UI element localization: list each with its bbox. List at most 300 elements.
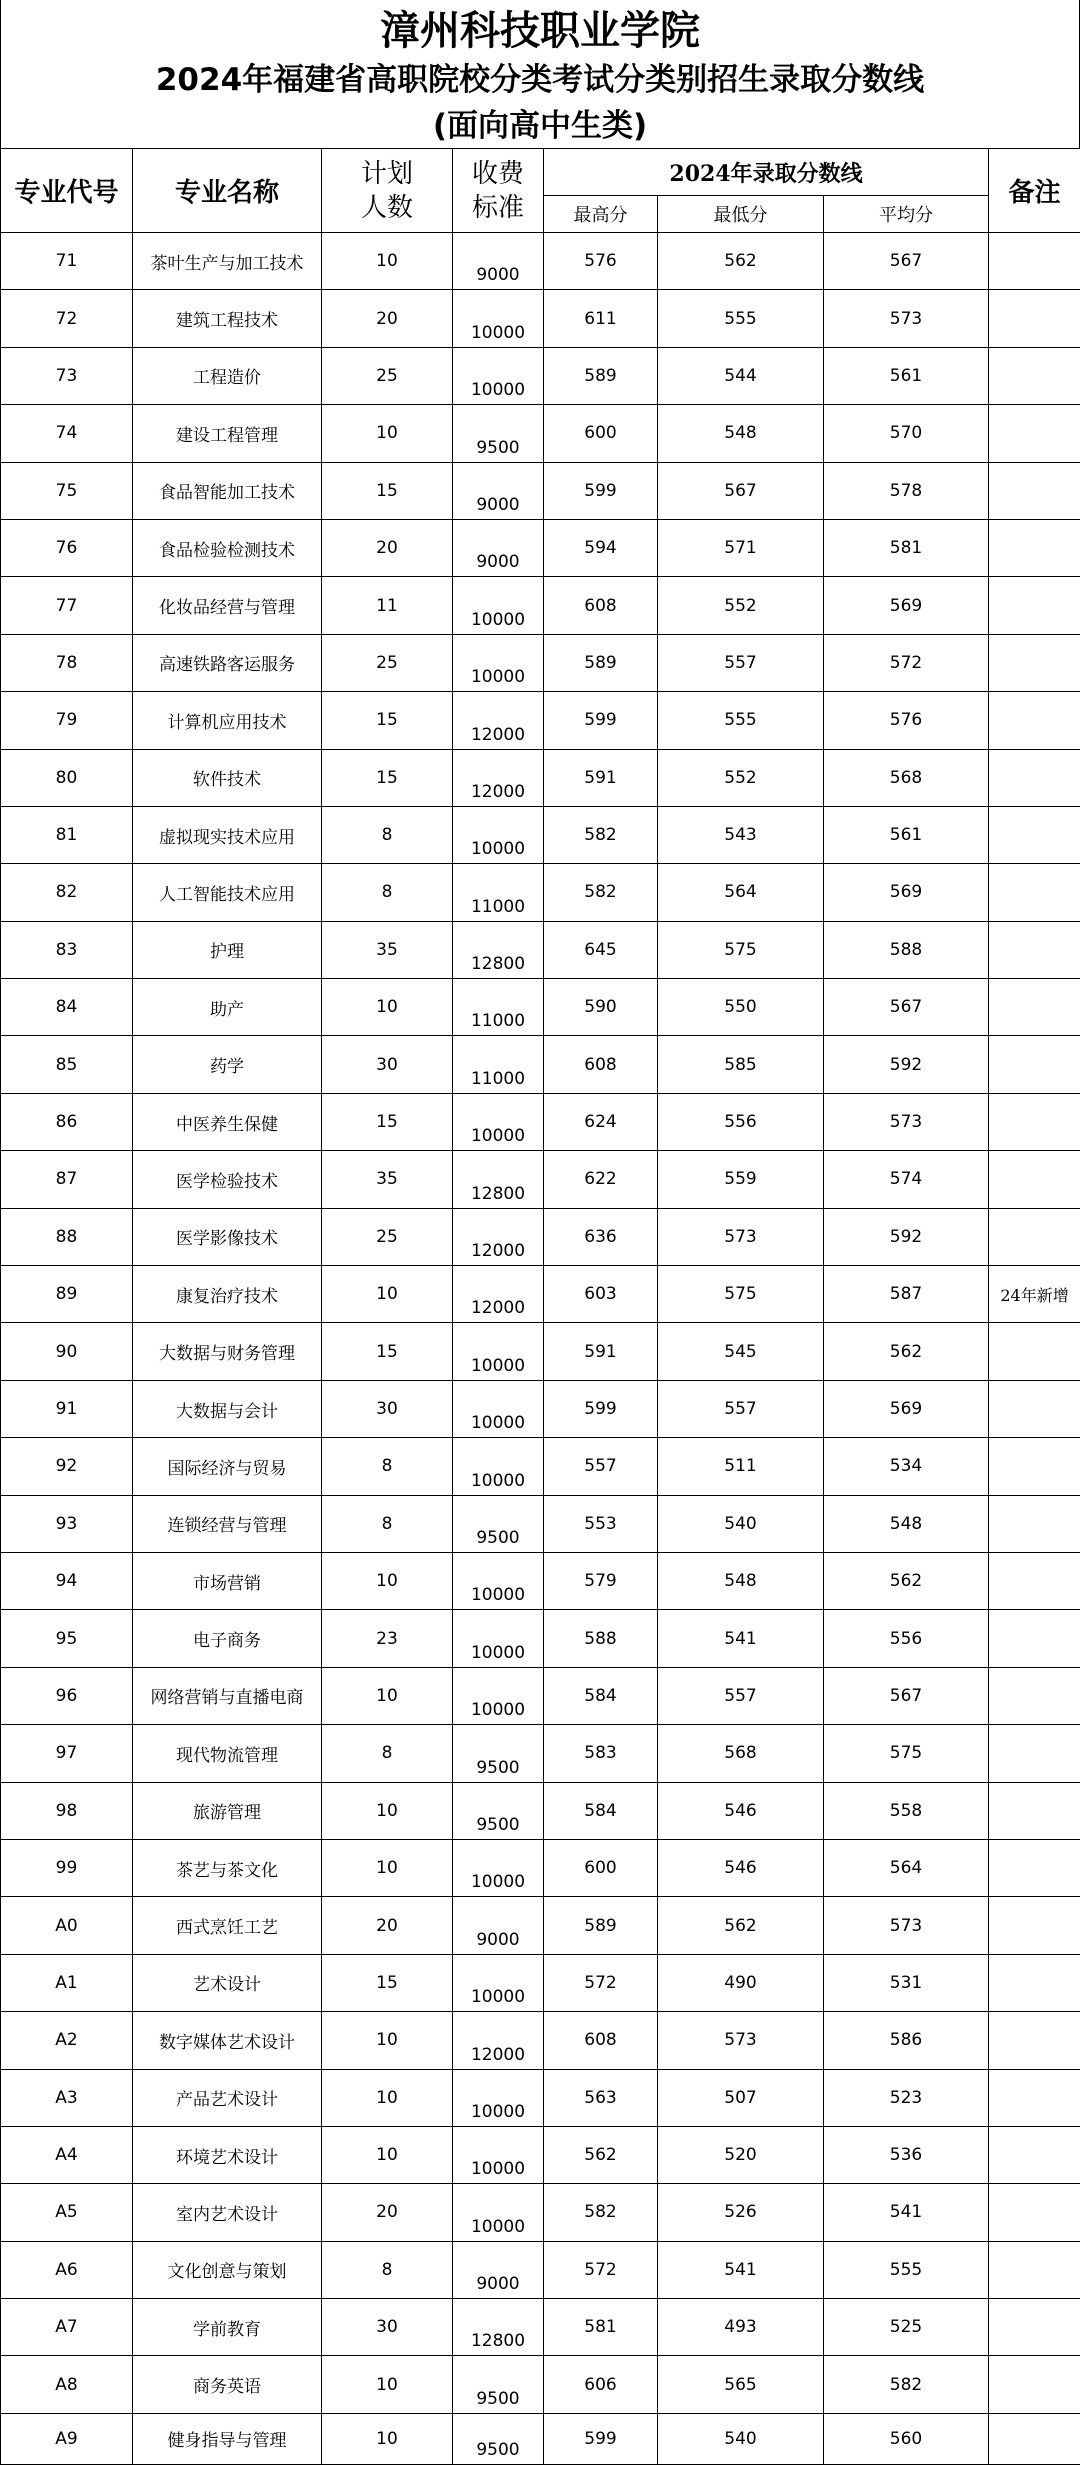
cell-note (989, 462, 1080, 519)
cell-max: 563 (544, 2069, 658, 2126)
cell-avg: 562 (824, 1323, 989, 1380)
cell-code: A5 (1, 2184, 133, 2241)
cell-fee: 11000 (453, 864, 544, 921)
cell-note (989, 1093, 1080, 1150)
cell-note (989, 634, 1080, 691)
header-score-group: 2024年录取分数线 (544, 149, 989, 196)
cell-code: 92 (1, 1438, 133, 1495)
cell-note (989, 1782, 1080, 1839)
cell-note (989, 1438, 1080, 1495)
cell-code: A1 (1, 1954, 133, 2011)
cell-plan: 30 (322, 2299, 453, 2356)
cell-note (989, 1610, 1080, 1667)
table-row (1, 347, 1080, 404)
cell-min: 555 (658, 692, 824, 749)
cell-plan: 20 (322, 2184, 453, 2241)
cell-note: 24年新增 (989, 1266, 1080, 1323)
cell-avg: 586 (824, 2012, 989, 2069)
cell-max: 582 (544, 864, 658, 921)
cell-min: 543 (658, 806, 824, 863)
header-plan (322, 149, 453, 233)
cell-note (989, 749, 1080, 806)
cell-code: 88 (1, 1208, 133, 1265)
cell-max: 589 (544, 347, 658, 404)
cell-plan: 15 (322, 749, 453, 806)
cell-note (989, 806, 1080, 863)
cell-min: 556 (658, 1093, 824, 1150)
cell-code: 76 (1, 519, 133, 576)
cell-plan: 10 (322, 1266, 453, 1323)
cell-min: 541 (658, 2241, 824, 2298)
cell-code: 96 (1, 1667, 133, 1724)
cell-min: 507 (658, 2069, 824, 2126)
cell-name: 茶叶生产与加工技术 (133, 233, 322, 290)
table-row (1, 1495, 1080, 1552)
cell-plan: 10 (322, 1667, 453, 1724)
cell-min: 565 (658, 2356, 824, 2413)
cell-max: 584 (544, 1667, 658, 1724)
cell-avg: 569 (824, 1380, 989, 1437)
cell-fee: 9500 (453, 1725, 544, 1782)
cell-code: 94 (1, 1552, 133, 1609)
cell-avg: 582 (824, 2356, 989, 2413)
cell-min: 526 (658, 2184, 824, 2241)
cell-note (989, 2069, 1080, 2126)
cell-min: 490 (658, 1954, 824, 2011)
cell-max: 553 (544, 1495, 658, 1552)
cell-max: 624 (544, 1093, 658, 1150)
cell-fee: 9500 (453, 2413, 544, 2464)
cell-note (989, 2241, 1080, 2298)
cell-min: 568 (658, 1725, 824, 1782)
cell-max: 599 (544, 2413, 658, 2464)
cell-max: 576 (544, 233, 658, 290)
cell-max: 589 (544, 634, 658, 691)
cell-plan: 23 (322, 1610, 453, 1667)
cell-code: 78 (1, 634, 133, 691)
cell-name: 网络营销与直播电商 (133, 1667, 322, 1724)
table-row (1, 692, 1080, 749)
cell-min: 548 (658, 1552, 824, 1609)
cell-min: 511 (658, 1438, 824, 1495)
cell-avg: 567 (824, 979, 989, 1036)
cell-code: A9 (1, 2413, 133, 2464)
title-block (0, 0, 1080, 148)
table-row (1, 2069, 1080, 2126)
cell-note (989, 1495, 1080, 1552)
cell-name: 药学 (133, 1036, 322, 1093)
cell-note (989, 2413, 1080, 2464)
table-row (1, 1323, 1080, 1380)
cell-plan: 10 (322, 979, 453, 1036)
cell-avg: 567 (824, 233, 989, 290)
cell-min: 520 (658, 2126, 824, 2183)
cell-note (989, 1839, 1080, 1896)
cell-name: 软件技术 (133, 749, 322, 806)
table-row (1, 2356, 1080, 2413)
cell-note (989, 405, 1080, 462)
cell-plan: 10 (322, 2012, 453, 2069)
cell-name: 食品检验检测技术 (133, 519, 322, 576)
cell-name: 数字媒体艺术设计 (133, 2012, 322, 2069)
cell-avg: 592 (824, 1036, 989, 1093)
table-row (1, 2413, 1080, 2464)
cell-plan: 8 (322, 1438, 453, 1495)
cell-code: 99 (1, 1839, 133, 1896)
cell-avg: 573 (824, 1093, 989, 1150)
cell-avg: 564 (824, 1839, 989, 1896)
cell-fee: 10000 (453, 2184, 544, 2241)
cell-fee: 9000 (453, 1897, 544, 1954)
cell-fee: 10000 (453, 634, 544, 691)
cell-plan: 30 (322, 1380, 453, 1437)
cell-fee: 10000 (453, 290, 544, 347)
cell-plan: 35 (322, 921, 453, 978)
cell-max: 581 (544, 2299, 658, 2356)
table-row (1, 233, 1080, 290)
cell-avg: 572 (824, 634, 989, 691)
cell-code: A8 (1, 2356, 133, 2413)
cell-avg: 525 (824, 2299, 989, 2356)
cell-max: 582 (544, 2184, 658, 2241)
cell-avg: 556 (824, 1610, 989, 1667)
table-row (1, 1552, 1080, 1609)
table-row (1, 577, 1080, 634)
table-row (1, 921, 1080, 978)
table-row (1, 462, 1080, 519)
cell-plan: 8 (322, 864, 453, 921)
cell-avg: 588 (824, 921, 989, 978)
cell-plan: 11 (322, 577, 453, 634)
cell-note (989, 2184, 1080, 2241)
cell-fee: 12800 (453, 2299, 544, 2356)
cell-code: 79 (1, 692, 133, 749)
cell-name: 建筑工程技术 (133, 290, 322, 347)
cell-max: 606 (544, 2356, 658, 2413)
cell-min: 564 (658, 864, 824, 921)
table-row (1, 864, 1080, 921)
cell-max: 591 (544, 749, 658, 806)
cell-avg: 531 (824, 1954, 989, 2011)
cell-max: 562 (544, 2126, 658, 2183)
cell-name: 护理 (133, 921, 322, 978)
cell-fee: 12000 (453, 1266, 544, 1323)
table-row (1, 1782, 1080, 1839)
cell-plan: 20 (322, 290, 453, 347)
cell-code: 75 (1, 462, 133, 519)
cell-fee: 10000 (453, 1610, 544, 1667)
cell-avg: 536 (824, 2126, 989, 2183)
cell-max: 572 (544, 1954, 658, 2011)
cell-avg: 562 (824, 1552, 989, 1609)
cell-max: 599 (544, 692, 658, 749)
cell-plan: 10 (322, 2356, 453, 2413)
cell-name: 西式烹饪工艺 (133, 1897, 322, 1954)
cell-plan: 8 (322, 806, 453, 863)
cell-name: 艺术设计 (133, 1954, 322, 2011)
cell-name: 人工智能技术应用 (133, 864, 322, 921)
cell-avg: 568 (824, 749, 989, 806)
cell-code: 89 (1, 1266, 133, 1323)
cell-avg: 573 (824, 290, 989, 347)
cell-name: 连锁经营与管理 (133, 1495, 322, 1552)
cell-max: 599 (544, 462, 658, 519)
cell-code: 83 (1, 921, 133, 978)
cell-min: 562 (658, 233, 824, 290)
cell-avg: 573 (824, 1897, 989, 1954)
header-fee (453, 149, 544, 233)
cell-fee: 10000 (453, 1667, 544, 1724)
cell-min: 585 (658, 1036, 824, 1093)
cell-max: 588 (544, 1610, 658, 1667)
cell-note (989, 290, 1080, 347)
cell-plan: 10 (322, 2413, 453, 2464)
cell-plan: 10 (322, 1782, 453, 1839)
cell-fee: 12000 (453, 692, 544, 749)
table-row (1, 1093, 1080, 1150)
cell-min: 540 (658, 1495, 824, 1552)
cell-min: 575 (658, 921, 824, 978)
cell-code: 73 (1, 347, 133, 404)
cell-max: 589 (544, 1897, 658, 1954)
document-subtitle: 2024年福建省高职院校分类考试分类别招生录取分数线 (1, 58, 1079, 102)
cell-code: 90 (1, 1323, 133, 1380)
cell-fee: 10000 (453, 1438, 544, 1495)
cell-plan: 8 (322, 1495, 453, 1552)
table-body (1, 233, 1080, 2465)
cell-name: 化妆品经营与管理 (133, 577, 322, 634)
table-row (1, 1266, 1080, 1323)
cell-avg: 570 (824, 405, 989, 462)
header-max: 最高分 (544, 196, 658, 233)
cell-name: 中医养生保健 (133, 1093, 322, 1150)
table-row (1, 1036, 1080, 1093)
cell-min: 546 (658, 1839, 824, 1896)
cell-fee: 12800 (453, 1151, 544, 1208)
cell-fee: 10000 (453, 577, 544, 634)
cell-fee: 9000 (453, 519, 544, 576)
cell-avg: 578 (824, 462, 989, 519)
cell-name: 茶艺与茶文化 (133, 1839, 322, 1896)
cell-name: 虚拟现实技术应用 (133, 806, 322, 863)
cell-note (989, 519, 1080, 576)
cell-fee: 9000 (453, 2241, 544, 2298)
cell-note (989, 2126, 1080, 2183)
cell-code: 84 (1, 979, 133, 1036)
table-row (1, 2012, 1080, 2069)
cell-min: 571 (658, 519, 824, 576)
cell-max: 584 (544, 1782, 658, 1839)
cell-plan: 15 (322, 462, 453, 519)
cell-min: 557 (658, 1667, 824, 1724)
cell-min: 545 (658, 1323, 824, 1380)
cell-name: 建设工程管理 (133, 405, 322, 462)
cell-plan: 10 (322, 2126, 453, 2183)
cell-max: 599 (544, 1380, 658, 1437)
table-row (1, 749, 1080, 806)
cell-max: 591 (544, 1323, 658, 1380)
cell-note (989, 1897, 1080, 1954)
cell-name: 学前教育 (133, 2299, 322, 2356)
cell-name: 环境艺术设计 (133, 2126, 322, 2183)
header-avg: 平均分 (824, 196, 989, 233)
cell-avg: 581 (824, 519, 989, 576)
cell-min: 552 (658, 749, 824, 806)
cell-fee: 11000 (453, 1036, 544, 1093)
cell-min: 546 (658, 1782, 824, 1839)
table-row (1, 1438, 1080, 1495)
cell-min: 557 (658, 1380, 824, 1437)
cell-plan: 15 (322, 1323, 453, 1380)
cell-fee: 11000 (453, 979, 544, 1036)
cell-fee: 10000 (453, 806, 544, 863)
cell-max: 557 (544, 1438, 658, 1495)
cell-plan: 10 (322, 1552, 453, 1609)
cell-note (989, 1552, 1080, 1609)
cell-name: 大数据与会计 (133, 1380, 322, 1437)
cell-max: 622 (544, 1151, 658, 1208)
cell-max: 636 (544, 1208, 658, 1265)
cell-plan: 35 (322, 1151, 453, 1208)
header-code: 专业代号 (1, 149, 133, 233)
cell-name: 产品艺术设计 (133, 2069, 322, 2126)
cell-max: 608 (544, 577, 658, 634)
cell-fee: 9000 (453, 233, 544, 290)
cell-name: 工程造价 (133, 347, 322, 404)
header-plan-text: 计划人数 (357, 157, 417, 225)
cell-plan: 10 (322, 1839, 453, 1896)
cell-name: 医学检验技术 (133, 1151, 322, 1208)
cell-fee: 9500 (453, 1495, 544, 1552)
cell-name: 文化创意与策划 (133, 2241, 322, 2298)
cell-note (989, 1151, 1080, 1208)
cell-name: 大数据与财务管理 (133, 1323, 322, 1380)
cell-code: A4 (1, 2126, 133, 2183)
cell-avg: 534 (824, 1438, 989, 1495)
cell-min: 541 (658, 1610, 824, 1667)
cell-note (989, 347, 1080, 404)
table-row (1, 405, 1080, 462)
cell-avg: 592 (824, 1208, 989, 1265)
cell-max: 603 (544, 1266, 658, 1323)
cell-fee: 10000 (453, 1323, 544, 1380)
cell-max: 583 (544, 1725, 658, 1782)
table-row (1, 1667, 1080, 1724)
cell-code: 80 (1, 749, 133, 806)
cell-avg: 587 (824, 1266, 989, 1323)
cell-code: 97 (1, 1725, 133, 1782)
table-row (1, 1725, 1080, 1782)
table-row (1, 1380, 1080, 1437)
cell-code: 81 (1, 806, 133, 863)
cell-fee: 10000 (453, 347, 544, 404)
cell-fee: 12800 (453, 921, 544, 978)
cell-code: 86 (1, 1093, 133, 1150)
cell-fee: 12000 (453, 749, 544, 806)
table-row (1, 979, 1080, 1036)
cell-name: 商务英语 (133, 2356, 322, 2413)
cell-max: 600 (544, 405, 658, 462)
school-title: 漳州科技职业学院 (1, 2, 1079, 60)
cell-name: 高速铁路客运服务 (133, 634, 322, 691)
cell-name: 室内艺术设计 (133, 2184, 322, 2241)
cell-fee: 12000 (453, 2012, 544, 2069)
cell-plan: 20 (322, 519, 453, 576)
cell-fee: 10000 (453, 1839, 544, 1896)
cell-min: 573 (658, 2012, 824, 2069)
cell-code: 98 (1, 1782, 133, 1839)
cell-plan: 10 (322, 233, 453, 290)
cell-fee: 10000 (453, 1954, 544, 2011)
cell-fee: 12000 (453, 1208, 544, 1265)
cell-note (989, 233, 1080, 290)
cell-max: 594 (544, 519, 658, 576)
cell-min: 544 (658, 347, 824, 404)
cell-note (989, 864, 1080, 921)
cell-fee: 9500 (453, 2356, 544, 2413)
cell-plan: 15 (322, 1093, 453, 1150)
cell-fee: 10000 (453, 2126, 544, 2183)
cell-note (989, 577, 1080, 634)
cell-name: 健身指导与管理 (133, 2413, 322, 2464)
cell-min: 540 (658, 2413, 824, 2464)
header-note: 备注 (989, 149, 1080, 233)
cell-fee: 10000 (453, 1380, 544, 1437)
cell-avg: 541 (824, 2184, 989, 2241)
cell-min: 552 (658, 577, 824, 634)
table-row (1, 1897, 1080, 1954)
cell-max: 572 (544, 2241, 658, 2298)
cell-note (989, 2299, 1080, 2356)
cell-avg: 574 (824, 1151, 989, 1208)
cell-fee: 9000 (453, 462, 544, 519)
cell-name: 市场营销 (133, 1552, 322, 1609)
cell-note (989, 1725, 1080, 1782)
table-row (1, 806, 1080, 863)
cell-code: 91 (1, 1380, 133, 1437)
cell-note (989, 1380, 1080, 1437)
cell-code: 85 (1, 1036, 133, 1093)
cell-code: A3 (1, 2069, 133, 2126)
cell-min: 575 (658, 1266, 824, 1323)
cell-note (989, 1208, 1080, 1265)
cell-note (989, 1323, 1080, 1380)
cell-min: 548 (658, 405, 824, 462)
cell-plan: 25 (322, 347, 453, 404)
cell-name: 助产 (133, 979, 322, 1036)
cell-max: 579 (544, 1552, 658, 1609)
cell-fee: 9500 (453, 405, 544, 462)
table-row (1, 1954, 1080, 2011)
cell-min: 557 (658, 634, 824, 691)
cell-plan: 15 (322, 1954, 453, 2011)
table-row (1, 1610, 1080, 1667)
header-fee-text: 收费标准 (470, 157, 526, 225)
cell-name: 旅游管理 (133, 1782, 322, 1839)
table-row (1, 2184, 1080, 2241)
cell-avg: 558 (824, 1782, 989, 1839)
cell-min: 555 (658, 290, 824, 347)
cell-max: 608 (544, 2012, 658, 2069)
cell-code: 71 (1, 233, 133, 290)
cell-avg: 561 (824, 347, 989, 404)
cell-max: 608 (544, 1036, 658, 1093)
cell-min: 573 (658, 1208, 824, 1265)
cell-max: 645 (544, 921, 658, 978)
table-row (1, 519, 1080, 576)
table-row (1, 290, 1080, 347)
cell-code: 93 (1, 1495, 133, 1552)
